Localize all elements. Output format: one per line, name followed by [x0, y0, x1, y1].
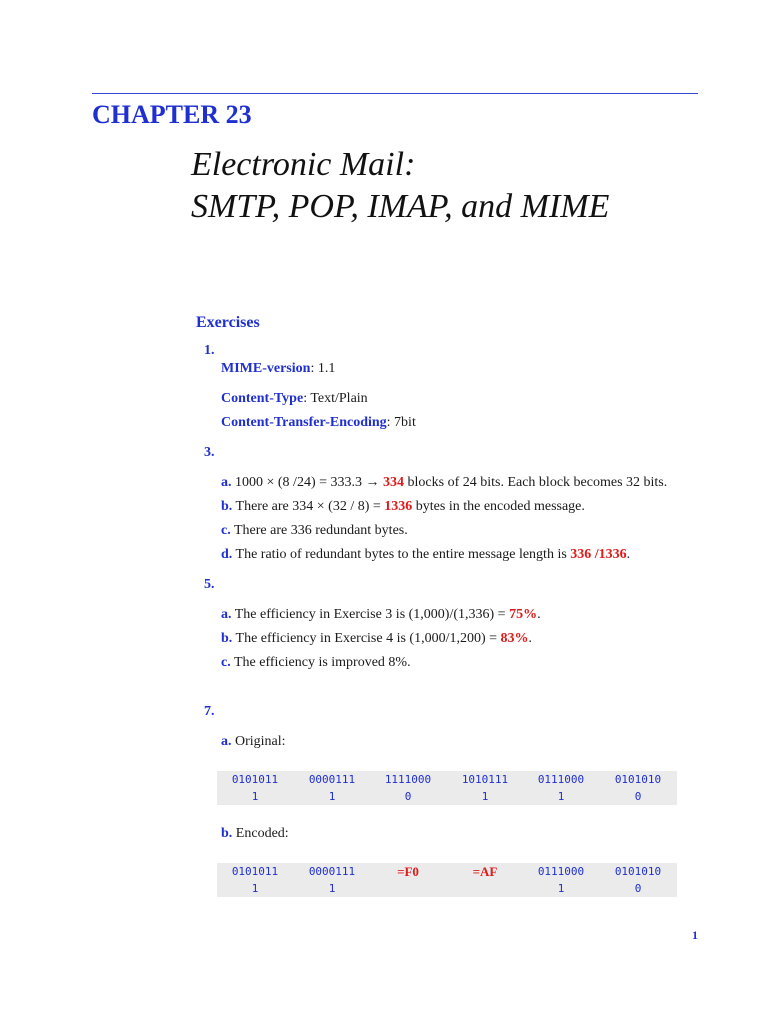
- bit-group-cell: 0101011 1: [231, 773, 279, 803]
- exercises-heading: Exercises: [196, 314, 260, 331]
- exercise-5b: [221, 631, 532, 647]
- content-transfer-encoding-line: [221, 415, 416, 431]
- mime-version-label: MIME-version: [221, 361, 311, 376]
- content-type-line: [221, 391, 368, 407]
- page-number: 1: [692, 928, 698, 942]
- item-text: blocks of 24 bits. Each block becomes 32 bits.: [404, 475, 668, 490]
- item-label: b.: [221, 499, 233, 514]
- item-text: The ratio of redundant bytes to the entire message length is: [232, 547, 571, 562]
- bit-group-cell: 0101010 0: [614, 773, 662, 803]
- content-transfer-encoding-label: Content-Transfer-Encoding: [221, 415, 387, 430]
- exercise-3a: [221, 475, 667, 491]
- exercise-3d: [221, 547, 630, 563]
- exercise-number-3: 3.: [204, 445, 215, 460]
- item-text: Original:: [231, 734, 286, 749]
- item-text: .: [537, 607, 541, 622]
- bit-group-cell: 0111000 1: [537, 773, 585, 803]
- encoded-hex-cell: =AF: [472, 864, 498, 879]
- bit-group-cell: 0000111 1: [308, 773, 356, 803]
- chapter-title-line-2: SMTP, POP, IMAP, and MIME: [191, 188, 610, 225]
- content-transfer-encoding-value: : 7bit: [386, 415, 416, 430]
- bit-group-cell: 0101011 1: [231, 865, 279, 895]
- item-text: The efficiency in Exercise 4 is (1,000/1,200) =: [232, 631, 501, 646]
- top-rule: [92, 93, 698, 94]
- exercise-5a: [221, 607, 541, 623]
- exercise-3b: [221, 499, 585, 515]
- item-text: There are 334 × (32 / 8) =: [232, 499, 385, 514]
- item-text: Encoded:: [232, 826, 289, 841]
- item-label: d.: [221, 547, 233, 562]
- exercise-3c: [221, 523, 408, 539]
- original-bits-table: [217, 771, 677, 805]
- item-text: The efficiency is improved 8%.: [230, 655, 411, 670]
- highlight-value: 75%: [509, 607, 538, 622]
- mime-version-line: [221, 361, 335, 377]
- item-label: c.: [221, 655, 231, 670]
- highlight-value: 1336: [384, 499, 413, 514]
- item-label: a.: [221, 475, 232, 490]
- item-text: There are 336 redundant bytes.: [230, 523, 408, 538]
- highlight-value: 83%: [500, 631, 529, 646]
- highlight-value: 336 /1336: [570, 547, 627, 562]
- content-type-label: Content-Type: [221, 391, 304, 406]
- exercise-7b: [221, 826, 289, 842]
- item-text: .: [528, 631, 533, 646]
- item-label: b.: [221, 631, 233, 646]
- exercise-7a: [221, 734, 286, 750]
- bit-group-cell: 1111000 0: [384, 773, 432, 803]
- exercise-number-7: 7.: [204, 704, 215, 719]
- content-type-value: : Text/Plain: [303, 391, 368, 406]
- chapter-label: CHAPTER 23: [92, 100, 252, 129]
- item-label: c.: [221, 523, 231, 538]
- bit-group-cell: 0000111 1: [308, 865, 356, 895]
- item-label: a.: [221, 734, 232, 749]
- chapter-title-line-1: Electronic Mail:: [191, 146, 416, 183]
- item-text: 1000 × (8 /24) = 333.3 →: [231, 475, 384, 490]
- item-text: bytes in the encoded message.: [412, 499, 585, 514]
- exercise-number-5: 5.: [204, 577, 215, 592]
- bit-group-cell: 0111000 1: [537, 865, 585, 895]
- highlight-value: 334: [383, 475, 405, 490]
- item-text: .: [626, 547, 631, 562]
- mime-version-value: : 1.1: [310, 361, 336, 376]
- encoded-hex-cell: =F0: [397, 864, 419, 879]
- exercise-number-1: 1.: [204, 343, 215, 358]
- bit-group-cell: 1010111 1: [461, 773, 509, 803]
- exercise-5c: [221, 655, 411, 671]
- bit-group-cell: 0101010 0: [614, 865, 662, 895]
- item-label: b.: [221, 826, 233, 841]
- encoded-bits-table: [217, 863, 677, 897]
- item-label: a.: [221, 607, 232, 622]
- item-text: The efficiency in Exercise 3 is (1,000)/(1,336) =: [231, 607, 510, 622]
